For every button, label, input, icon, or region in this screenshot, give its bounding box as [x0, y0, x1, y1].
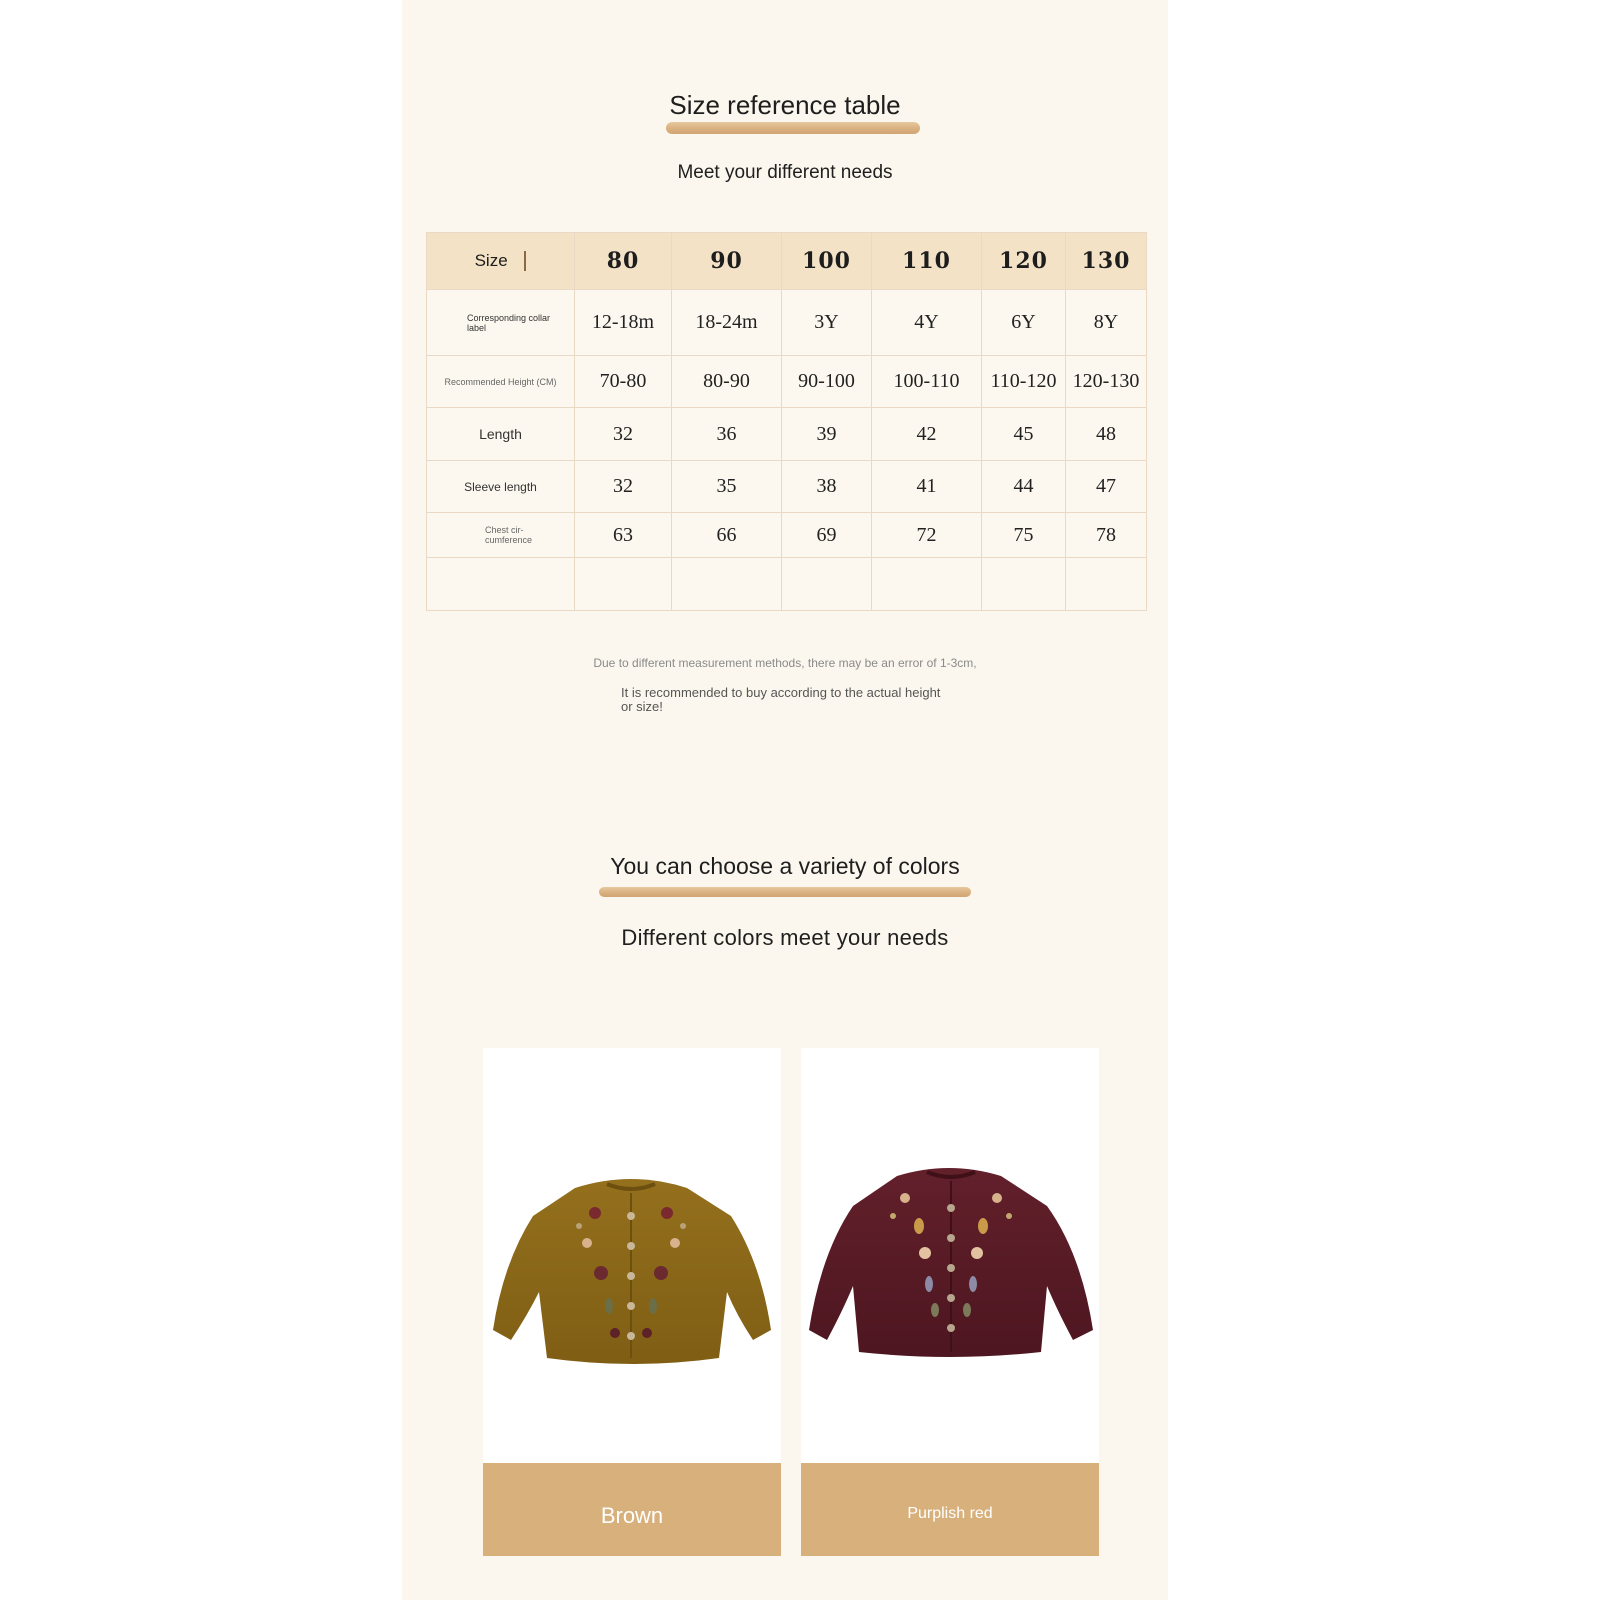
table-cell: 32 — [575, 461, 672, 513]
table-cell: 35 — [672, 461, 782, 513]
table-cell: 4Y — [872, 290, 982, 356]
row-label: Recommended Height (CM) — [427, 356, 575, 408]
table-cell: 80-90 — [672, 356, 782, 408]
table-cell: 32 — [575, 408, 672, 461]
color-name-label: Brown — [600, 1503, 664, 1528]
table-cell: 90-100 — [782, 356, 872, 408]
table-cell: 72 — [872, 513, 982, 558]
purchase-recommendation-note: It is recommended to buy according to the actual height or size! — [621, 685, 941, 714]
table-cell: 100-110 — [872, 356, 982, 408]
color-section-title: You can choose a variety of colors — [610, 853, 960, 879]
table-cell: 8Y — [1066, 290, 1147, 356]
table-cell: 6Y — [982, 290, 1066, 356]
row-label: Length — [427, 408, 575, 461]
table-cell: 47 — [1066, 461, 1147, 513]
size-column-header: 120 — [982, 233, 1066, 290]
table-cell: 78 — [1066, 513, 1147, 558]
color-section-subtitle: Different colors meet your needs — [621, 925, 949, 950]
table-cell: 75 — [982, 513, 1066, 558]
table-cell: 41 — [872, 461, 982, 513]
empty-table-row — [427, 558, 1147, 611]
table-row — [427, 513, 1147, 558]
table-cell: 69 — [782, 513, 872, 558]
color-option-card-purplish-red[interactable] — [801, 1048, 1099, 1556]
table-cell: 18-24m — [672, 290, 782, 356]
table-cell: 70-80 — [575, 356, 672, 408]
empty-cell — [982, 558, 1066, 611]
title-underline-brush — [666, 122, 920, 134]
row-label: Chest cir-cumference — [427, 513, 575, 558]
size-column-header: 90 — [672, 233, 782, 290]
size-section-subtitle: Meet your different needs — [677, 162, 893, 183]
empty-cell — [427, 558, 575, 611]
table-cell: 39 — [782, 408, 872, 461]
table-cell: 45 — [982, 408, 1066, 461]
color-label-bar — [483, 1463, 781, 1556]
table-cell: 12-18m — [575, 290, 672, 356]
size-column-header: 80 — [575, 233, 672, 290]
brown-cardigan-photo — [483, 1048, 781, 1463]
table-header-row — [427, 233, 1147, 290]
empty-cell — [872, 558, 982, 611]
color-option-card-brown[interactable] — [483, 1048, 781, 1556]
table-row — [427, 356, 1147, 408]
color-name-label: Purplish red — [907, 1505, 993, 1522]
product-detail-panel — [402, 0, 1168, 1600]
pencil-mark-icon — [524, 251, 526, 271]
table-cell: 3Y — [782, 290, 872, 356]
measurement-note: Due to different measurement methods, there may be an error of 1-3cm, — [593, 656, 977, 670]
empty-cell — [672, 558, 782, 611]
empty-cell — [782, 558, 872, 611]
color-label-bar — [801, 1463, 1099, 1556]
table-cell: 120-130 — [1066, 356, 1147, 408]
size-reference-table — [426, 232, 1147, 611]
size-header-label: Size — [474, 250, 508, 270]
table-cell: 36 — [672, 408, 782, 461]
table-row — [427, 290, 1147, 356]
table-cell: 44 — [982, 461, 1066, 513]
size-column-header: 100 — [782, 233, 872, 290]
size-column-header: 110 — [872, 233, 982, 290]
color-title-underline-brush — [599, 887, 971, 897]
table-cell: 38 — [782, 461, 872, 513]
row-label: Sleeve length — [427, 461, 575, 513]
table-cell: 110-120 — [982, 356, 1066, 408]
purplish-red-cardigan-photo — [801, 1048, 1099, 1463]
table-cell: 42 — [872, 408, 982, 461]
table-cell: 63 — [575, 513, 672, 558]
size-header-cell — [427, 233, 575, 290]
table-cell: 48 — [1066, 408, 1147, 461]
table-cell: 66 — [672, 513, 782, 558]
row-label: Corresponding collar label — [427, 290, 575, 356]
empty-cell — [575, 558, 672, 611]
size-column-header: 130 — [1066, 233, 1147, 290]
size-section-title: Size reference table — [669, 90, 901, 120]
table-row — [427, 461, 1147, 513]
table-row — [427, 408, 1147, 461]
empty-cell — [1066, 558, 1147, 611]
